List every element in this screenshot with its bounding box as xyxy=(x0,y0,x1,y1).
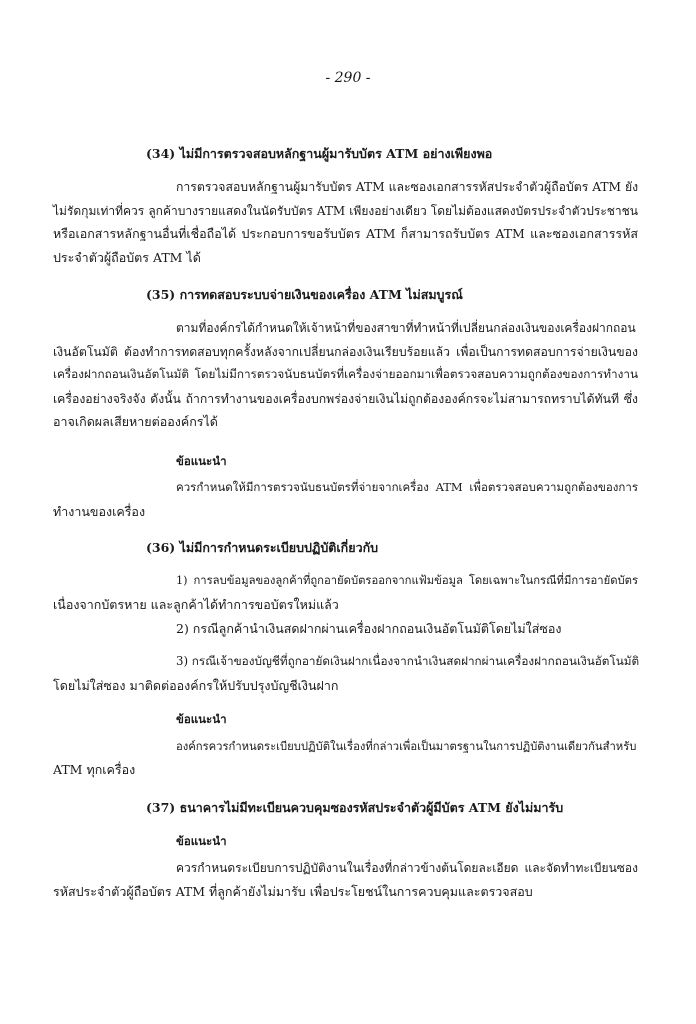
section-35-line-1: ตามที่องค์กรได้กำหนดให้เจ้าหน้าที่ของสาขาที่ทำหน้าที่เปลี่ยนกล่องเงินของเครื่องฝากถอน xyxy=(176,321,636,335)
section-36-item-2: 2) กรณีลูกค้านำเงินสดฝากผ่านเครื่องฝากถอนเงินอัตโนมัติโดยไม่ใส่ซอง xyxy=(176,621,562,636)
section-36-advice-line-2: ATM ทุกเครื่อง xyxy=(53,762,136,777)
section-35-line-2: เงินอัตโนมัติ ต้องทำการทดสอบทุกครั้งหลังจากเปลี่ยนกล่องเงินเรียบร้อยแล้ว เพื่อเป็นการทดสอบการจ่ายเงินของ xyxy=(53,345,638,359)
section-36-advice-line-1: องค์กรควรกำหนดระเบียบปฏิบัติในเรื่องที่กล่าวเพื่อเป็นมาตรฐานในการปฏิบัติงานเดียวกันสำหรับ xyxy=(176,740,637,753)
section-35-advice-line-2: ทำงานของเครื่อง xyxy=(53,504,146,519)
section-35-line-4: เครื่องอย่างจริงจัง ดังนั้น ถ้าการทำงานของเครื่องบกพร่องจ่ายเงินไม่ถูกต้ององค์กรจะไม่สามารถทราบได้ทันที ซึ่ง xyxy=(53,392,638,406)
section-34-line-1: การตรวจสอบหลักฐานผู้มารับบัตร ATM และซองเอกสารรหัสประจำตัวผู้ถือบัตร ATM ยัง xyxy=(176,180,639,194)
section-36-item-1-line-1: 1) การลบข้อมูลของลูกค้าที่ถูกอายัดบัตรออกจากแฟ้มข้อมูล โดยเฉพาะในกรณีที่มีการอายัดบัตร xyxy=(176,574,638,587)
section-36-advice-title: ข้อแนะนำ xyxy=(176,712,227,726)
page-number: - 290 - xyxy=(325,70,371,86)
section-36-item-3-line-1: 3) กรณีเจ้าของบัญชีที่ถูกอายัดเงินฝากเนื่องจากนำเงินสดฝากผ่านเครื่องฝากถอนเงินอัตโนมัติ xyxy=(176,654,640,668)
section-37-advice-line-1: ควรกำหนดระเบียบการปฏิบัติงานในเรื่องที่กล่าวข้างต้นโดยละเอียด และจัดทำทะเบียนซอง xyxy=(176,861,638,875)
section-35-line-5: อาจเกิดผลเสียหายต่อองค์กรได้ xyxy=(53,414,218,429)
section-36-heading: (36) ไม่มีการกำหนดระเบียบปฏิบัติเกี่ยวกับ xyxy=(146,540,379,555)
section-34-line-2: ไม่รัดกุมเท่าที่ควร ลูกค้าบางรายแสดงในนัดรับบัตร ATM เพียงอย่างเดียว โดยไม่ต้องแสดงบัตรประจำตัวประชาชน xyxy=(53,204,638,218)
section-34-line-4: ประจำตัวผู้ถือบัตร ATM ได้ xyxy=(53,250,201,265)
section-36-item-3-line-2: โดยไม่ใส่ซอง มาติดต่อองค์กรให้ปรับปรุงบัญชีเงินฝาก xyxy=(53,678,339,693)
section-36-item-1-line-2: เนื่องจากบัตรหาย และลูกค้าได้ทำการขอบัตรใหม่แล้ว xyxy=(53,597,339,612)
section-34-heading: (34) ไม่มีการตรวจสอบหลักฐานผู้มารับบัตร ATM อย่างเพียงพอ xyxy=(146,146,493,161)
section-37-advice-line-2: รหัสประจำตัวผู้ถือบัตร ATM ที่ลูกค้ายังไม่มารับ เพื่อประโยชน์ในการควบคุมและตรวจสอบ xyxy=(53,884,533,899)
section-37-heading: (37) ธนาคารไม่มีทะเบียนควบคุมซองรหัสประจำตัวผู้มีบัตร ATM ยังไม่มารับ xyxy=(146,800,564,815)
section-35-line-3: เครื่องฝากถอนเงินอัตโนมัติ โดยไม่มีการตรวจนับธนบัตรที่เครื่องจ่ายออกมาเพื่อตรวจสอบความถูกต้องของการทำงาน xyxy=(53,367,638,381)
section-35-advice-line-1: ควรกำหนดให้มีการตรวจนับธนบัตรที่จ่ายจากเครื่อง ATM เพื่อตรวจสอบความถูกต้องของการ xyxy=(176,480,638,494)
section-34-line-3: หรือเอกสารหลักฐานอื่นที่เชื่อถือได้ ประกอบการขอรับบัตร ATM ก็สามารถรับบัตร ATM และซองเอกสารรหัส xyxy=(53,226,638,241)
section-35-advice-title: ข้อแนะนำ xyxy=(176,454,227,468)
section-37-advice-title: ข้อแนะนำ xyxy=(176,834,227,848)
section-35-heading: (35) การทดสอบระบบจ่ายเงินของเครื่อง ATM ไม่สมบูรณ์ xyxy=(146,287,463,302)
